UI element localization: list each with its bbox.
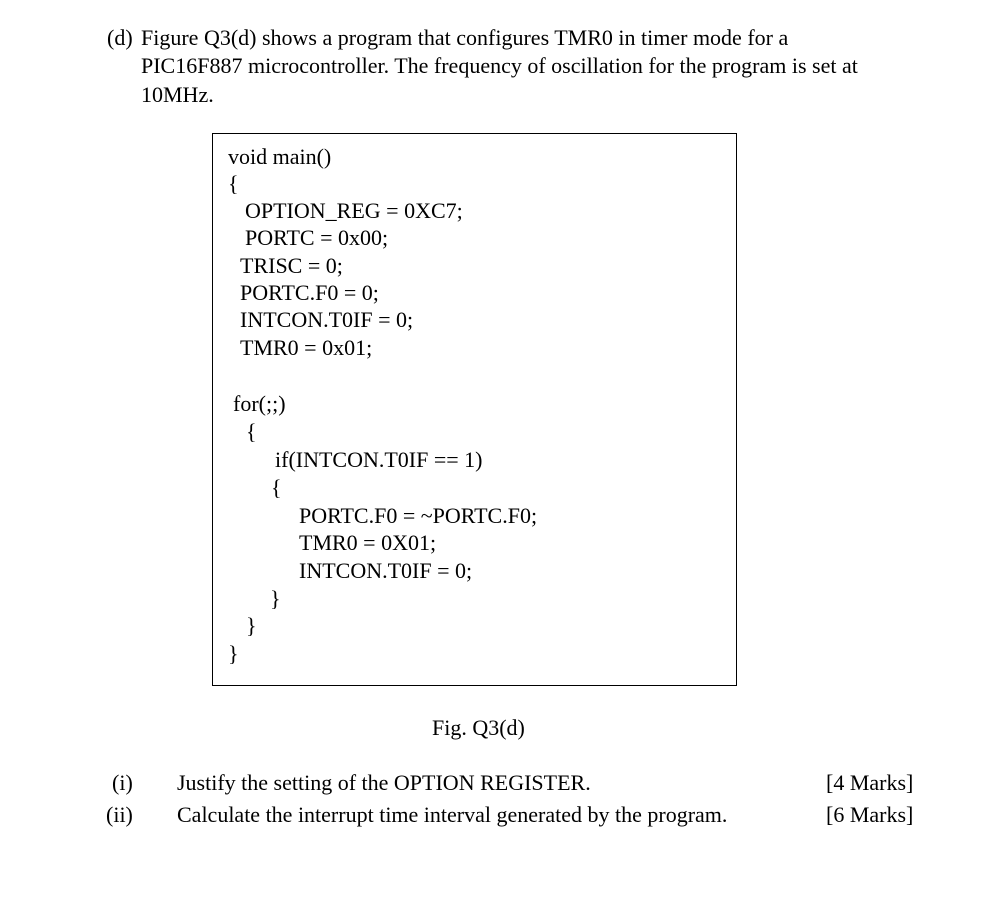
question-line-2: PIC16F887 microcontroller. The frequency of oscillation for the program is set at bbox=[141, 53, 858, 78]
subquestion-label: (i) bbox=[112, 770, 133, 795]
code-line: void main() bbox=[228, 144, 332, 169]
code-line: } bbox=[270, 586, 281, 611]
code-line: PORTC.F0 = ~PORTC.F0; bbox=[299, 503, 538, 528]
question-line-3: 10MHz. bbox=[141, 82, 214, 107]
code-line: { bbox=[271, 475, 282, 500]
code-line: { bbox=[228, 171, 239, 196]
code-line: for(;;) bbox=[233, 391, 286, 416]
subquestion-text: Justify the setting of the OPTION REGISTER. bbox=[177, 770, 591, 795]
subquestion-text: Calculate the interrupt time interval generated by the program. bbox=[177, 802, 728, 827]
code-line: PORTC.F0 = 0; bbox=[240, 280, 379, 305]
subquestion-label: (ii) bbox=[106, 802, 133, 827]
figure-caption: Fig. Q3(d) bbox=[432, 715, 525, 740]
code-line: INTCON.T0IF = 0; bbox=[299, 558, 473, 583]
code-line: } bbox=[228, 641, 239, 666]
subquestion-marks: [4 Marks] bbox=[826, 770, 914, 795]
code-line: TRISC = 0; bbox=[240, 253, 343, 278]
subquestion-marks: [6 Marks] bbox=[826, 802, 914, 827]
code-line: PORTC = 0x00; bbox=[245, 225, 389, 250]
question-line-1: Figure Q3(d) shows a program that configures TMR0 in timer mode for a bbox=[141, 25, 789, 50]
code-line: if(INTCON.T0IF == 1) bbox=[275, 447, 483, 472]
code-line: TMR0 = 0x01; bbox=[240, 335, 373, 360]
code-line: { bbox=[246, 419, 257, 444]
question-label: (d) bbox=[107, 25, 133, 50]
code-line: } bbox=[246, 613, 257, 638]
code-line: OPTION_REG = 0XC7; bbox=[245, 198, 463, 223]
code-line: TMR0 = 0X01; bbox=[299, 530, 437, 555]
code-line: INTCON.T0IF = 0; bbox=[240, 307, 414, 332]
